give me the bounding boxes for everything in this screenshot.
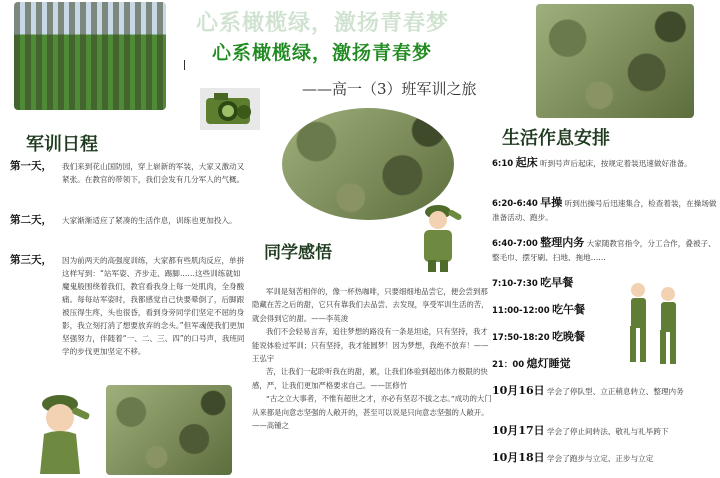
schedule-time: 7:10-7:30 (492, 279, 538, 289)
training-date-row (492, 382, 717, 398)
schedule-activity: 吃晚餐 (552, 330, 586, 343)
reflection-paragraph: “古之立大事者，不惟有超世之才，亦必有坚忍不拔之志。”成功的大门从来都是向意志坚强的人敞开的，甚至可以说是只向意志坚强的人敞开。——高锺之 (252, 394, 492, 431)
schedule-time: 17:50-18:20 (492, 333, 550, 343)
marching-soldiers-icon (618, 280, 690, 366)
day-text: 我们来到花山国防园，穿上崭新的军装，大家又激动又紧张。在教官的带领下，我们会发有几分军人的气概。 (62, 162, 245, 184)
photo-students-sitting (106, 385, 232, 475)
schedule-item (492, 156, 717, 171)
schedule-activity: 吃午餐 (552, 303, 586, 316)
training-day-3 (10, 254, 248, 358)
training-date: 10月17日 (492, 424, 545, 437)
schedule-item (492, 236, 717, 264)
schedule-time: 11:00-12:00 (492, 306, 550, 316)
schedule-time: 6:20-6:40 (492, 199, 538, 209)
reflection-paragraph: 军训是刻苦相伴的，像一杯热咖啡，只要细细地品尝它，便会尝到那隐藏在苦之后的甜，它只有靠我们去品尝、去发现，享受军训生活的苦，就会得到它的甜。——李英浚 (252, 287, 489, 323)
training-day-2 (10, 214, 248, 227)
schedule-time: 6:40-7:00 (492, 239, 538, 249)
day-label: 第三天， (10, 254, 52, 266)
schedule-activity: 熄灯睡觉 (526, 357, 571, 370)
schedule-note: 听到出操号后迅速集合，检查着装，在操场做准备活动、跑步。 (492, 199, 717, 222)
training-date: 10月18日 (492, 451, 545, 464)
saluting-soldier-icon (412, 200, 468, 274)
schedule-note: 大家随教官指令，分工合作，叠被子、整毛巾、摆牙刷、扫地、拖地…… (492, 239, 716, 262)
schedule-time: 6:10 (492, 159, 514, 169)
training-date-row (492, 449, 717, 465)
day-label: 第二天， (10, 214, 52, 226)
reflection-essay (252, 285, 492, 432)
training-date: 10月16日 (492, 384, 545, 397)
watermark-title: 心系橄榄绿，激扬青春梦 (196, 10, 450, 36)
training-date-row (492, 422, 717, 438)
day-text: 因为前两天的高强度训练，大家都有些肌肉反应，单拼这样写到：“站军姿、齐步走、踢脚……这些训练就如魔鬼般围绕着我们，教官看我身上每一处肌肉，全身酸痛。每每站军姿时，我都感觉自己快要晕倒了，后脚跟被压得生疼，头也很昏，看到身旁同学们坚定不屈的身影，我立刻打消了想要放弃的念头。”但军魂使我们更加坚强努力，伴随着“一、二、三、四”的口号声，我班同学的步伐更加坚定不移。 (62, 256, 245, 356)
schedule-note: 听到号声后起床，按规定着装迅速做好准备。 (540, 159, 692, 168)
daily-schedule-heading: 生活作息安排 (502, 128, 610, 149)
schedule-activity: 整理内务 (540, 236, 585, 249)
reflection-paragraph: 我们不会轻易言弃，追往梦想的路没有一条是坦途，只有坚持，我才能说体验过军训；只有坚持，我才能圆梦！因为梦想，我绝不放弃！——王弘宇 (252, 327, 489, 364)
page-subtitle: ——高一（3）班军训之旅 (302, 80, 477, 98)
reflection-paragraph: 苦，让我们一起聆听我在的甜，累，让我们体验到超出体力极限的快感，严，让我们更加严格要求自己。——匡修竹 (252, 367, 488, 390)
schedule-item (492, 357, 717, 372)
training-date-text: 学会了停队型、立正稍息转立、整理内务 (547, 387, 684, 396)
reflection-heading: 同学感悟 (264, 243, 332, 263)
day-label: 第一天， (10, 160, 52, 172)
schedule-activity: 吃早餐 (540, 276, 574, 289)
camera-icon (200, 88, 260, 130)
schedule-item (492, 196, 717, 224)
page-title: 心系橄榄绿，激扬青春梦 (212, 42, 433, 64)
cursor-mark (184, 60, 185, 70)
photo-marching-field (14, 2, 166, 110)
schedule-activity: 早操 (540, 196, 563, 209)
schedule-item (492, 276, 717, 291)
saluting-girl-icon (24, 388, 98, 474)
schedule-activity: 起床 (515, 156, 538, 169)
training-schedule-heading: 军训日程 (26, 134, 98, 155)
training-date-text: 学会了跑步与立定、正步与立定 (547, 454, 654, 463)
day-text: 大家渐渐适应了紧凑的生活作息，训练也更加投入。 (62, 216, 237, 225)
photo-dining-soldiers (536, 4, 694, 118)
training-date-text: 学会了停止间转法、敬礼与礼毕跨下 (547, 427, 669, 436)
training-day-1 (10, 160, 248, 186)
schedule-time: 21：00 (492, 360, 525, 370)
schedule-item (492, 303, 717, 318)
schedule-item (492, 330, 717, 345)
